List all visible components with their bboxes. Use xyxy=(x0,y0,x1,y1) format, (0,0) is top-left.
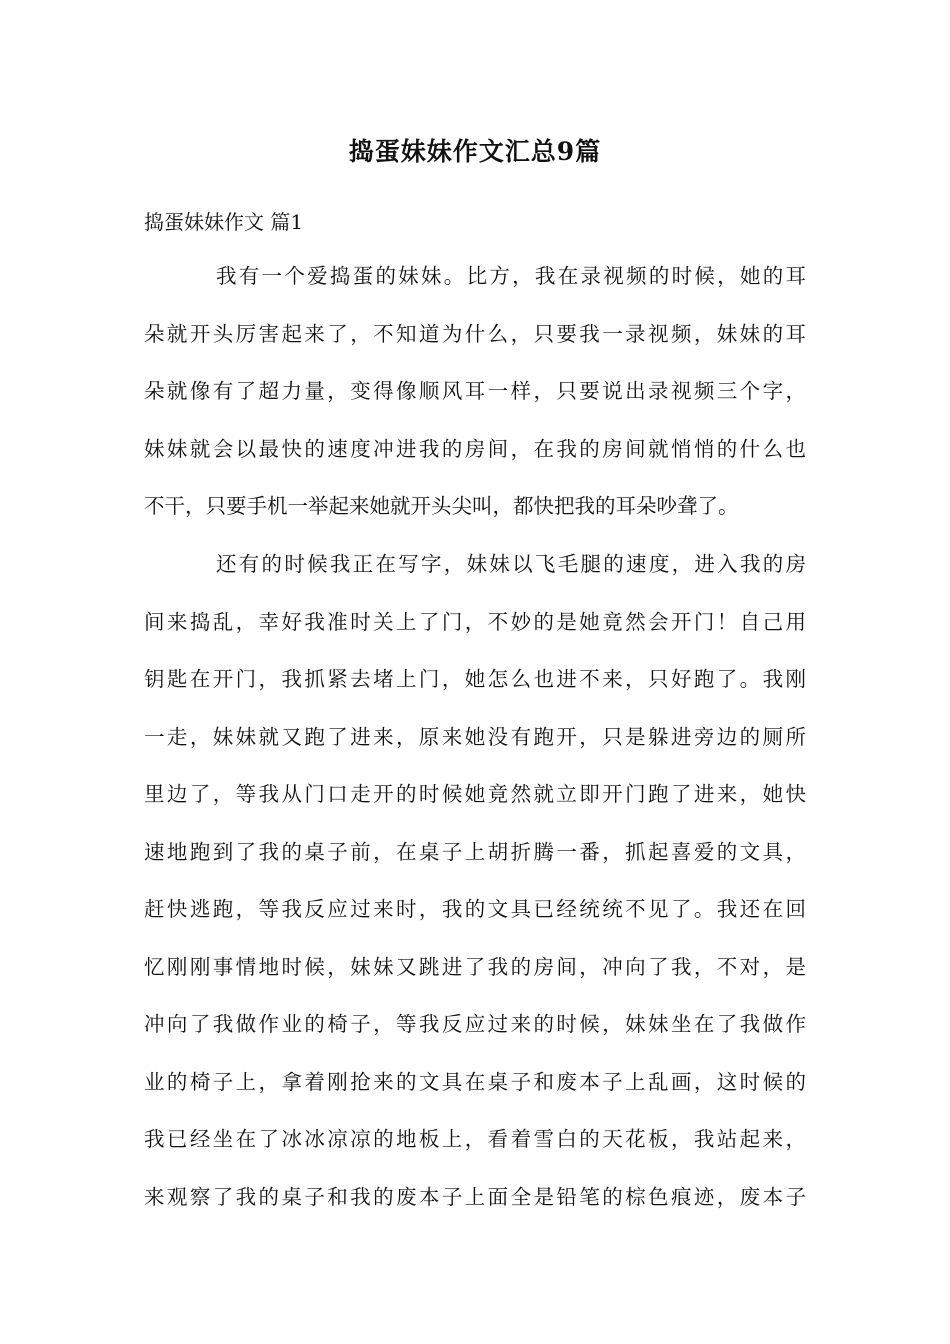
paragraph-line: 业的椅子上，拿着刚抢来的文具在桌子和废本子上乱画，这时候的 xyxy=(144,1069,806,1094)
paragraph-line: 朵就像有了超力量，变得像顺风耳一样，只要说出录视频三个字， xyxy=(144,379,806,403)
paragraph-line: 钥匙在开门，我抓紧去堵上门，她怎么也进不来，只好跑了。我刚 xyxy=(144,667,806,691)
paragraph-line: 我已经坐在了冰冰凉凉的地板上，看着雪白的天花板，我站起来， xyxy=(144,1127,806,1151)
paragraph-1 xyxy=(144,248,806,536)
section-heading: 捣蛋妹妹作文 篇1 xyxy=(144,210,304,234)
paragraph-line: 间来捣乱，幸好我准时关上了门，不妙的是她竟然会开门！自己用 xyxy=(144,609,806,634)
paragraph-line: 赶快逃跑，等我反应过来时，我的文具已经统统不见了。我还在回 xyxy=(144,897,806,921)
paragraph-2 xyxy=(144,536,806,1226)
document-title: 捣蛋妹妹作文汇总9篇 xyxy=(348,137,602,166)
paragraph-line: 妹妹就会以最快的速度冲进我的房间，在我的房间就悄悄的什么也 xyxy=(144,436,806,461)
paragraph-line: 里边了，等我从门口走开的时候她竟然就立即开门跑了进来，她快 xyxy=(144,782,806,806)
paragraph-line: 速地跑到了我的桌子前，在桌子上胡折腾一番，抓起喜爱的文具， xyxy=(144,839,806,864)
paragraph-line: 我有一个爱捣蛋的妹妹。比方，我在录视频的时候，她的耳 xyxy=(216,264,806,288)
paragraph-line: 忆刚刚事情地时候，妹妹又跳进了我的房间，冲向了我，不对，是 xyxy=(144,954,806,979)
paragraph-line: 冲向了我做作业的椅子，等我反应过来的时候，妹妹坐在了我做作 xyxy=(144,1012,806,1036)
paragraph-line: 朵就开头厉害起来了，不知道为什么，只要我一录视频，妹妹的耳 xyxy=(144,321,806,346)
paragraph-line: 一走，妹妹就又跑了进来，原来她没有跑开，只是躲进旁边的厕所 xyxy=(144,724,806,749)
paragraph-line: 来观察了我的桌子和我的废本子上面全是铅笔的棕色痕迹，废本子 xyxy=(144,1184,806,1209)
paragraph-line: 还有的时候我正在写字，妹妹以飞毛腿的速度，进入我的房 xyxy=(216,552,806,576)
paragraph-line: 不干，只要手机一举起来她就开头尖叫，都快把我的耳朵吵聋了。 xyxy=(144,494,739,518)
